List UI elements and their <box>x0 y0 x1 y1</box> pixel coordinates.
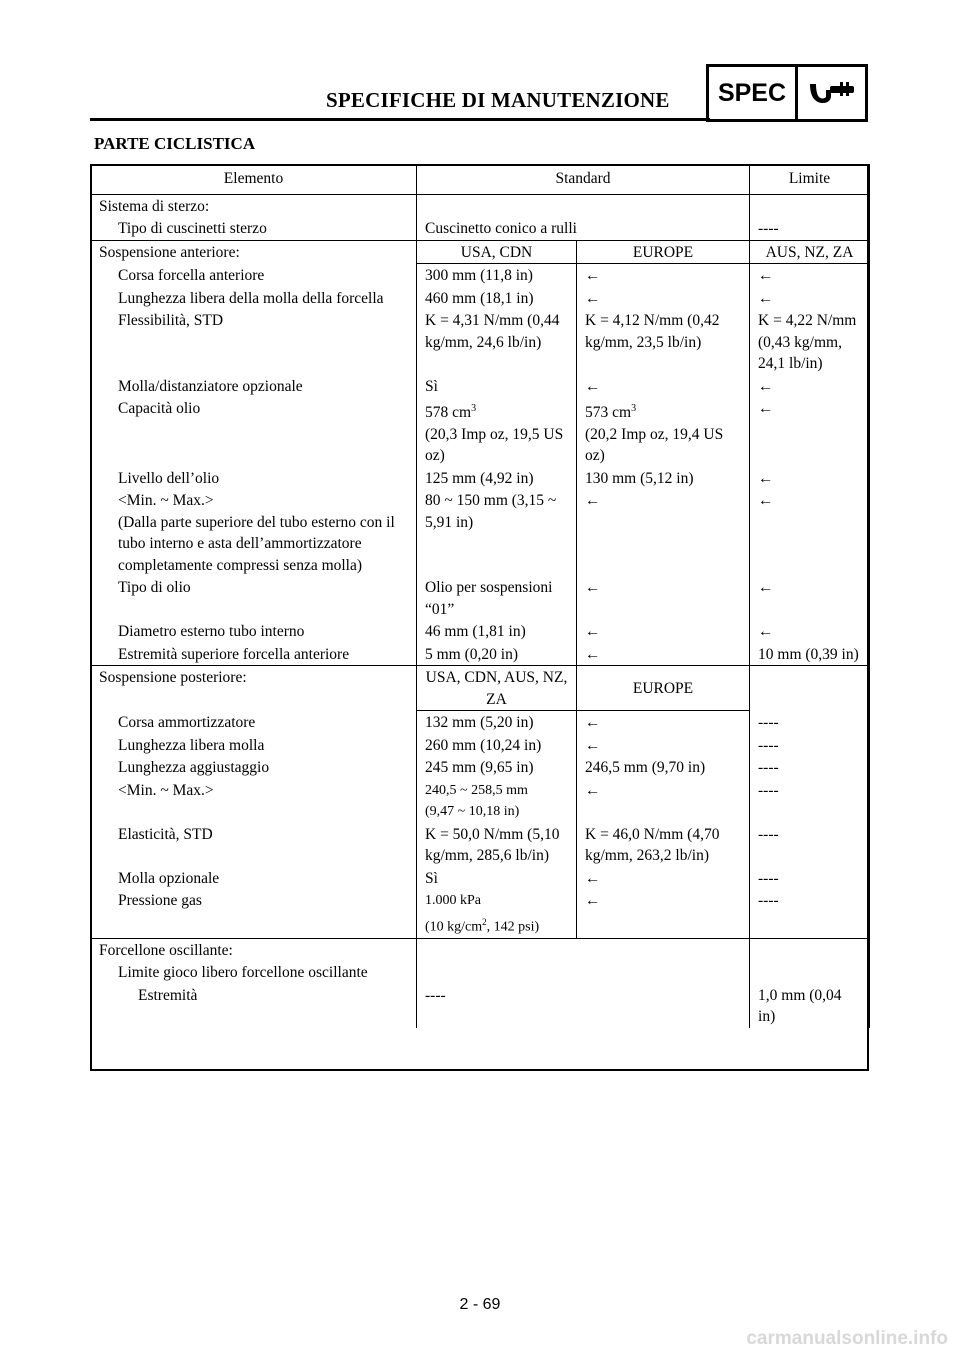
value-text: (20,3 Imp oz, 19,5 US oz) <box>425 425 564 465</box>
row-value: 125 mm (4,92 in) <box>417 467 577 490</box>
table-row <box>91 375 870 398</box>
row-value: Sì <box>417 375 577 398</box>
row-value: K = 46,0 N/mm (4,70 kg/mm, 263,2 lb/in) <box>577 823 750 867</box>
row-value: 260 mm (10,24 in) <box>417 734 577 757</box>
spec-badge <box>706 64 868 122</box>
empty-cell <box>750 961 870 984</box>
table-row <box>91 264 870 287</box>
row-value: ← <box>577 734 750 757</box>
row-value: K = 4,12 N/mm (0,42 kg/mm, 23,5 lb/in) <box>577 309 750 375</box>
row-limit: ---- <box>750 756 870 779</box>
row-label: Molla opzionale <box>91 867 417 890</box>
row-label <box>91 489 417 576</box>
row-value <box>417 779 577 823</box>
table-row <box>91 489 870 576</box>
row-value: ← <box>577 489 750 576</box>
empty-cell <box>417 938 750 961</box>
row-value: 132 mm (5,20 in) <box>417 711 577 734</box>
table-row <box>91 309 870 375</box>
row-value: ← <box>577 287 750 310</box>
row-label: Capacità olio <box>91 397 417 467</box>
table-row <box>91 938 870 961</box>
page-header-title: SPECIFICHE DI MANUTENZIONE <box>326 88 670 112</box>
row-value: 130 mm (5,12 in) <box>577 467 750 490</box>
row-value: 80 ~ 150 mm (3,15 ~ 5,91 in) <box>417 489 577 576</box>
row-limit: 1,0 mm (0,04 in) <box>750 984 870 1028</box>
region-header: EUROPE <box>577 240 750 264</box>
row-value <box>577 397 750 467</box>
row-limit: ---- <box>750 734 870 757</box>
value-text: 240,5 ~ 258,5 mm <box>425 782 528 798</box>
row-value: ← <box>750 287 870 310</box>
section-label-posteriore: Sospensione posteriore: <box>91 666 417 711</box>
row-label: Lunghezza libera molla <box>91 734 417 757</box>
row-label: Elasticità, STD <box>91 823 417 867</box>
table-row <box>91 467 870 490</box>
row-value: ---- <box>417 984 750 1028</box>
row-label: Flessibilità, STD <box>91 309 417 375</box>
row-value: ← <box>750 576 870 620</box>
table-row <box>91 287 870 310</box>
value-text: 1.000 kPa <box>425 893 481 909</box>
table-row <box>91 867 870 890</box>
table-row <box>91 643 870 666</box>
table-row <box>91 961 870 984</box>
row-limit: ---- <box>750 779 870 823</box>
row-limit: ---- <box>750 217 870 240</box>
row-value: ← <box>750 375 870 398</box>
row-value <box>417 889 577 938</box>
spec-badge-label: SPEC <box>709 67 798 119</box>
table-header-row <box>91 164 870 194</box>
label-text: <Min. ~ Max.> <box>118 492 214 510</box>
column-header-elemento: Elemento <box>91 164 417 194</box>
row-label: Estremità superiore forcella anteriore <box>91 643 417 666</box>
row-value: 246,5 mm (9,70 in) <box>577 756 750 779</box>
value-text: (10 kg/cm <box>425 919 483 935</box>
row-value: Sì <box>417 867 577 890</box>
row-value: Olio per sospensioni “01” <box>417 576 577 620</box>
table-row <box>91 217 870 240</box>
row-value: ← <box>750 467 870 490</box>
row-label: Diametro esterno tubo interno <box>91 620 417 643</box>
row-label: Molla/distanziatore opzionale <box>91 375 417 398</box>
region-header: USA, CDN <box>417 240 577 264</box>
region-header: AUS, NZ, ZA <box>750 240 870 264</box>
row-label: <Min. ~ Max.> <box>91 779 417 823</box>
page-number: 2 - 69 <box>459 1296 501 1313</box>
watermark: carmanualsonline.info <box>746 1328 948 1349</box>
region-header: USA, CDN, AUS, NZ, ZA <box>417 666 577 711</box>
superscript: 2 <box>482 916 487 927</box>
section-label-anteriore: Sospensione anteriore: <box>91 240 417 264</box>
row-label: Estremità <box>91 984 417 1028</box>
row-value: K = 50,0 N/mm (5,10 kg/mm, 285,6 lb/in) <box>417 823 577 867</box>
table-row <box>91 194 870 217</box>
row-value: ← <box>577 375 750 398</box>
table-row <box>91 889 870 938</box>
section-title: PARTE CICLISTICA <box>94 134 256 153</box>
value-text: (9,47 ~ 10,18 in) <box>425 804 520 820</box>
table-row <box>91 240 870 264</box>
table-row <box>91 779 870 823</box>
row-label: Tipo di cuscinetti sterzo <box>91 217 417 240</box>
row-value: Cuscinetto conico a rulli <box>417 217 750 240</box>
row-limit: ---- <box>750 889 870 938</box>
column-header-limite: Limite <box>750 164 870 194</box>
row-value: ← <box>750 264 870 287</box>
row-value: K = 4,22 N/mm (0,43 kg/mm, 24,1 lb/in) <box>750 309 870 375</box>
row-label: Lunghezza libera della molla della forcella <box>91 287 417 310</box>
region-header: EUROPE <box>577 666 750 711</box>
label-text: (Dalla parte superiore del tubo esterno con il tubo interno e asta dell’ammortizzatore completamente compressi senza molla) <box>118 513 395 574</box>
empty-cell <box>750 194 870 217</box>
empty-cell <box>750 938 870 961</box>
superscript: 3 <box>471 403 477 414</box>
row-value: ← <box>577 867 750 890</box>
table-row <box>91 734 870 757</box>
row-label: Pressione gas <box>91 889 417 938</box>
row-value: ← <box>750 489 870 576</box>
row-limit: ---- <box>750 867 870 890</box>
row-value: 5 mm (0,20 in) <box>417 643 577 666</box>
row-label: Lunghezza aggiustaggio <box>91 756 417 779</box>
spec-table <box>90 164 870 1028</box>
table-row <box>91 756 870 779</box>
table-row <box>91 397 870 467</box>
row-value: ← <box>750 620 870 643</box>
section-label-sterzo: Sistema di sterzo: <box>91 194 417 217</box>
row-value: 245 mm (9,65 in) <box>417 756 577 779</box>
row-value: K = 4,31 N/mm (0,44 kg/mm, 24,6 lb/in) <box>417 309 577 375</box>
row-value: ← <box>577 576 750 620</box>
section-label-forcellone: Forcellone oscillante: <box>91 938 417 961</box>
row-value: 460 mm (18,1 in) <box>417 287 577 310</box>
row-label: Livello dell’olio <box>91 467 417 490</box>
row-value: ← <box>577 264 750 287</box>
row-value: ← <box>577 620 750 643</box>
row-value: ← <box>577 711 750 734</box>
row-limit: ---- <box>750 711 870 734</box>
table-row <box>91 620 870 643</box>
row-label: Tipo di olio <box>91 576 417 620</box>
row-label: Corsa ammortizzatore <box>91 711 417 734</box>
row-value: ← <box>750 397 870 467</box>
header-rule <box>90 118 710 121</box>
row-value: 300 mm (11,8 in) <box>417 264 577 287</box>
empty-cell <box>417 961 750 984</box>
table-row <box>91 666 870 711</box>
value-text: 573 cm <box>585 404 632 422</box>
row-value: ← <box>577 889 750 938</box>
column-header-standard: Standard <box>417 164 750 194</box>
wrench-icon <box>806 78 858 108</box>
row-value: 10 mm (0,39 in) <box>750 643 870 666</box>
empty-cell <box>417 194 750 217</box>
value-text: 578 cm <box>425 404 472 422</box>
row-limit: ---- <box>750 823 870 867</box>
empty-cell <box>750 666 870 711</box>
table-row <box>91 984 870 1028</box>
row-value: ← <box>577 643 750 666</box>
row-label: Limite gioco libero forcellone oscillante <box>91 961 417 984</box>
row-value: ← <box>577 779 750 823</box>
spec-badge-icon-cell <box>798 67 865 119</box>
row-value: 46 mm (1,81 in) <box>417 620 577 643</box>
table-row <box>91 711 870 734</box>
row-label: Corsa forcella anteriore <box>91 264 417 287</box>
row-value <box>417 397 577 467</box>
superscript: 3 <box>631 403 637 414</box>
value-text: (20,2 Imp oz, 19,4 US oz) <box>585 425 724 465</box>
value-text: , 142 psi) <box>486 919 540 935</box>
table-row <box>91 576 870 620</box>
table-row <box>91 823 870 867</box>
